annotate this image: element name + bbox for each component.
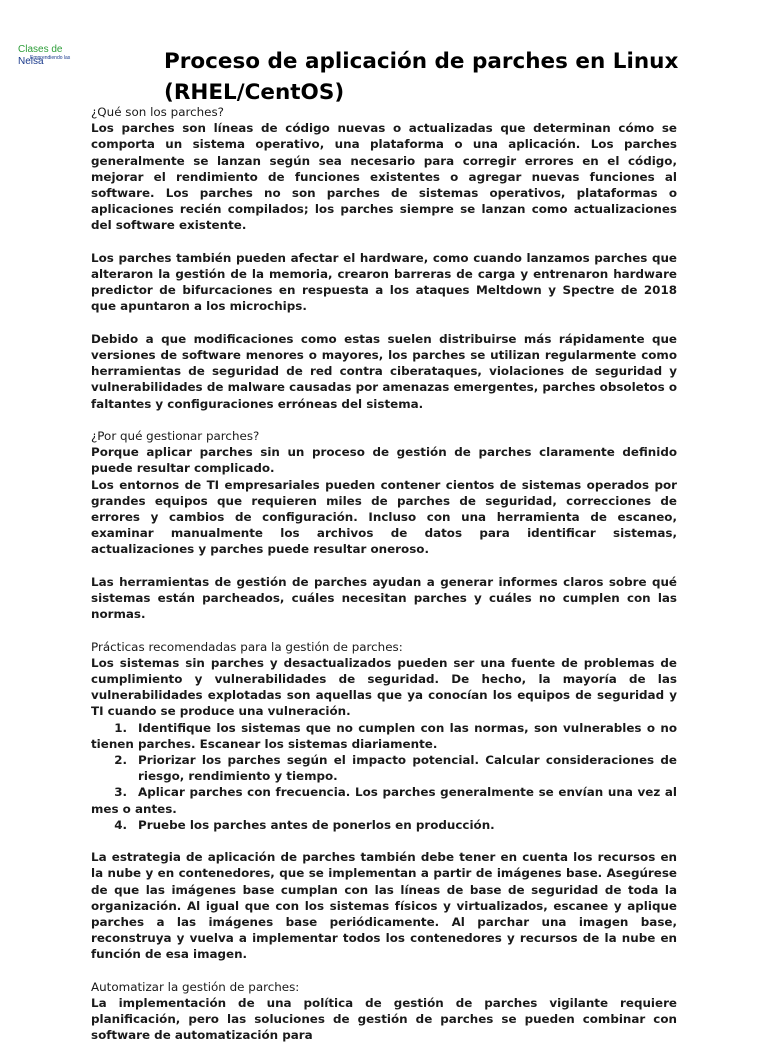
list-item — [91, 784, 677, 816]
paragraph: Debido a que modificaciones como estas suelen distribuirse más rápidamente que versiones de software menores o mayores, los parches se utilizan regularmente como herramientas de seguridad de red contra ciberataques, violaciones de seguridad y vulnerabilidades de malware causadas por amenazas emergentes, parches obsoletos o faltantes y configuraciones erróneas del sistema. — [91, 331, 677, 411]
list-text: Identifique los sistemas que no cumplen con las normas, son vulnerables o no tienen parches. Escanear los sistemas diariamente. — [91, 720, 677, 751]
logo-tagline: Emprendiendo las — [30, 55, 71, 61]
paragraph: La implementación de una política de gestión de parches vigilante requiere planificación, pero las soluciones de gestión de parches se pueden combinar con software de automatización para — [91, 996, 677, 1043]
paragraph: Los sistemas sin parches y desactualizados pueden ser una fuente de problemas de cumplimiento y vulnerabilidades de seguridad. De hecho, la mayoría de las vulnerabilidades explotadas son aquellas que ya conocían los equipos de seguridad y TI cuando se produce una vulneración. — [91, 655, 677, 719]
list-text: Priorizar los parches según el impacto potencial. Calcular consideraciones de riesgo, rendimiento y tiempo. — [138, 753, 677, 784]
practices-list — [91, 720, 677, 833]
list-text: Aplicar parches con frecuencia. Los parches generalmente se envían una vez al mes o antes. — [91, 785, 677, 816]
section-heading: Prácticas recomendadas para la gestión de parches: — [91, 639, 403, 654]
list-number: 4. — [114, 817, 127, 832]
paragraph: Los entornos de TI empresariales pueden contener cientos de sistemas operados por grandes equipos que requieren miles de parches de seguridad, correcciones de errores y cambios de configuración. Incluso con una herramienta de escaneo, examinar manualmente los archivos de datos para identificar sistemas, actualizaciones y parches puede resultar oneroso. — [91, 477, 677, 557]
logo — [18, 44, 88, 70]
list-item — [91, 752, 677, 784]
section-heading: Automatizar la gestión de parches: — [91, 979, 300, 994]
paragraph: Las herramientas de gestión de parches ayudan a generar informes claros sobre qué sistemas están parcheados, cuáles necesitan parches y cuáles no cumplen con las normas. — [91, 574, 677, 622]
list-number: 1. — [114, 720, 127, 735]
paragraph: La estrategia de aplicación de parches también debe tener en cuenta los recursos en la nube y en contenedores, que se implementan a partir de imágenes base. Asegúrese de que las imágenes base cumplan con las líneas de base de seguridad de toda la organización. Al igual que con los sistemas físicos y virtualizados, escanee y aplique parches a las imágenes base periódicamente. Al parchar una imagen base, reconstruya y vuelva a implementar todos los contenedores y recursos de la nube en función de esa imagen. — [91, 850, 677, 962]
paragraph: Los parches son líneas de código nuevas o actualizadas que determinan cómo se comporta un sistema operativo, una plataforma o una aplicación. Los parches generalmente se lanzan según sea necesario para corregir errores en el código, mejorar el rendimiento de funciones existentes o agregar nuevas funciones al software. Los parches no son parches de sistemas operativos, plataformas o aplicaciones recién compilados; los parches siempre se lanzan como actualizaciones del software existente. — [91, 121, 677, 233]
logo-line1: Clases de — [18, 44, 63, 55]
list-number: 2. — [114, 753, 127, 768]
list-text: Pruebe los parches antes de ponerlos en producción. — [138, 817, 495, 832]
section-heading: ¿Por qué gestionar parches? — [91, 429, 260, 444]
list-number: 3. — [114, 785, 127, 800]
document-body — [91, 104, 677, 1044]
paragraph: Porque aplicar parches sin un proceso de gestión de parches claramente definido puede resultar complicado. — [91, 445, 677, 476]
page-title: Proceso de aplicación de parches en Linux (RHEL/CentOS) — [164, 49, 679, 105]
logo-line2: Nelsa — [18, 56, 44, 67]
paragraph: Los parches también pueden afectar el hardware, como cuando lanzamos parches que alteraron la gestión de la memoria, crearon barreras de carga y entrenaron hardware predictor de bifurcaciones en respuesta a los ataques Meltdown y Spectre de 2018 que apuntaron a los microchips. — [91, 250, 677, 314]
list-item — [91, 720, 677, 752]
section-heading: ¿Qué son los parches? — [91, 105, 224, 119]
list-item — [91, 817, 677, 833]
